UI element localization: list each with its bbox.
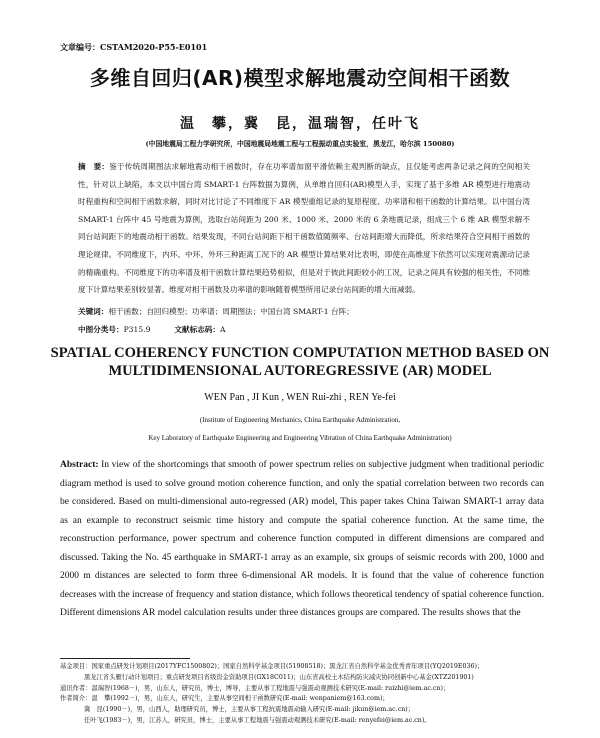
english-authors: WEN Pan , JI Kun , WEN Rui-zhi , REN Ye-fei xyxy=(204,392,396,403)
chinese-abstract-text: 鉴于传统周期图法求解地震动相干函数时，存在功率谱加窗平滑依赖主观判断的缺点，且仅能考虑两条记录之间的空间相关性，针对以上缺陷，本文以中国台湾 SMART-1 台阵数据为算例，从单维自回归(AR)模型入手，实现了基于多维 AR 模型进行地震动时程重构和空间相干函数求解，同时对比讨论了不同维度下 AR 模型重组记录的复原程度、功率谱和相干函数的计算结果。以中国台湾 SMART-1 台阵中 45 号地震为算例，选取台站间距为 200 米、1000 米、2000 米的 6 条地震记录，组成三个 6 维 AR 模型求解不同台站间距下的地震动相干函数。结果发现，不同台站间距下相干函数值随频率、台站间距增大而降低，所求结果符合空间相干函数的理论规律。不同维度下，内环、中环、外环三种距离工况下的 AR 模型计算结果对比表明，即使在高维度下依然可以实现对震源动记录的精确重构。不同维度下的功率谱及相干函数计算结果趋势相似，但是对于彼此间距较小的工况，记录之间具有较强的相关性，不同维度下计算结果差别较显著。维度对相干函数及功率谱的影响随着模型所用记录台站间距的增大而减弱。 xyxy=(78,162,530,295)
english-abstract-text: In view of the shortcomings that smooth of power spectrum relies on subjective judgment when traditional periodic diagram method is used to solve ground motion coherence function, and only the spatial correlation between two records can be considered. Based on multi-dimensional auto-regressed (AR) model, This paper takes China Taiwan SMART-1 array data as an example to reconstruct seismic time history and compute the spatial coherence function. At the same time, the reconstruction performance, power spectrum and coherence function computed in different dimensions are compared and discussed. Taking the No. 45 earthquake in SMART-1 array as an example, six groups of seismic records with 200, 1000 and 2000 m distances are selected to form three 6-dimensional AR models. It is found that the value of coherence function decreases with the increase of frequency and station distance, which follows theoretical tendency of spatial coherence function. Different dimensions AR model calculation results under three distances groups are compared. The results shows that the xyxy=(60,460,545,618)
chinese-keywords-text: 相干函数；自回归模型；功率谱；周期图法；中国台湾 SMART-1 台阵； xyxy=(108,307,354,316)
classification-line xyxy=(78,324,530,335)
footnote-rule xyxy=(60,658,190,659)
footnotes xyxy=(60,662,550,727)
english-affiliation-1: (Institute of Engineering Mechanics, China Earthquake Administration, xyxy=(199,416,401,424)
footnote-author-bio: 冀 昆(1990－)，男，山西人，助理研究员，博士，主要从事工程抗震地震动输入研究(E-mail: jikun@iem.ac.cn)； xyxy=(84,706,415,714)
english-abstract xyxy=(60,456,544,623)
english-title: SPATIAL COHERENCY FUNCTION COMPUTATION METHOD BASED ON MULTIDIMENSIONAL AUTOREGRESSIVE (AR) MODEL xyxy=(50,345,550,379)
chinese-keywords xyxy=(78,306,530,317)
footnote-funding-cont: 黑龙江省头雁行动计划项目；重点研发项目省级资金资助项目(GX18C011)；山东省高校土木结构防灾减灾协同创新中心基金(XTZ201901) xyxy=(84,673,474,681)
chinese-affiliation: (中国地震局工程力学研究所，中国地震局地震工程与工程振动重点实验室，黑龙江，哈尔滨 150080) xyxy=(145,140,455,148)
chinese-keywords-label: 关键词： xyxy=(78,307,109,316)
article-id: 文章编号：CSTAM2020-P55-E0101 xyxy=(60,42,208,52)
chinese-authors: 温 攀，冀 昆，温瑞智，任叶飞 xyxy=(180,116,420,132)
english-affiliation-2: Key Laboratory of Earthquake Engineering and Engineering Vibration of China Earthquake Administration) xyxy=(148,434,452,442)
doc-code-label: 文献标志码： xyxy=(174,325,220,334)
footnote-funding: 基金项目：国家重点研发计划项目(2017YFC1500802)；国家自然科学基金项目(51908518)；黑龙江省自然科学基金优秀青年项目(YQ2019E036)； xyxy=(60,663,484,670)
chinese-abstract xyxy=(78,158,530,299)
chinese-title: 多维自回归(AR)模型求解地震动空间相干函数 xyxy=(89,66,511,90)
doc-code-value: A xyxy=(219,325,226,334)
clc-label: 中图分类号： xyxy=(78,325,124,334)
clc-value: P315.9 xyxy=(123,325,151,334)
english-abstract-label: Abstract: xyxy=(60,460,99,470)
footnote-author-bio: 任叶飞(1983－)，男，江苏人，研究员，博士，主要从事工程地震与强震动观测技术研究(E-mail: renyefei@iem.ac.cn)。 xyxy=(84,716,431,724)
footnote-author-bio: 作者简介：温 攀(1992－)，男，山东人，研究生，主要从事空间相干函数研究(E-mail: wenpaniem@163.com)； xyxy=(60,695,389,703)
footnote-corresponding-author: 通讯作者：温瑞智(1968－)，男，山东人，研究员，博士，博导，主要从事工程地震与强震动观测技术研究(E-mail: ruizhi@iem.ac.cn)； xyxy=(60,684,450,692)
chinese-abstract-label: 摘 要： xyxy=(78,162,110,171)
